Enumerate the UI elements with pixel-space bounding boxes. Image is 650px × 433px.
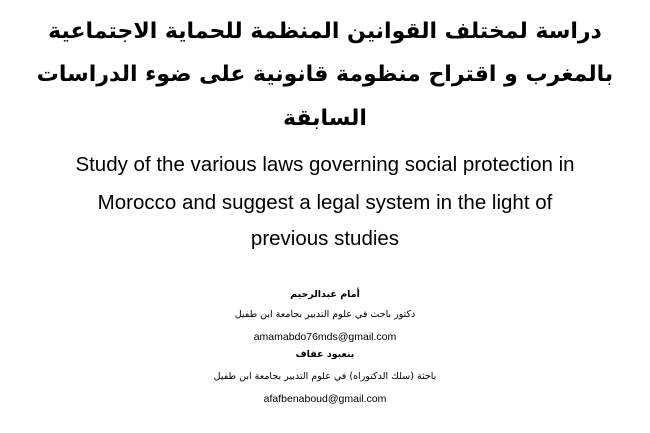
- english-title-line-3: previous studies: [250, 227, 400, 250]
- arabic-title-line-3: السابقة: [283, 106, 367, 131]
- author-2-email[interactable]: afafbenaboud@gmail.com: [263, 393, 387, 405]
- author-1-name: أمام عبدالرحيم: [290, 289, 360, 300]
- english-title-line-2: Morocco and suggest a legal system in the light of: [97, 191, 553, 214]
- author-1-email[interactable]: amamabdo76mds@gmail.com: [253, 331, 397, 343]
- arabic-title-line-2: بالمغرب و اقتراح منظومة قانونية على ضوء الدراسات: [36, 62, 614, 87]
- author-2-name: بنعبود عفاف: [295, 349, 355, 360]
- english-title-line-1: Study of the various laws governing social protection in: [75, 153, 575, 176]
- author-1-affiliation: دكتور باحث في علوم التدبير بجامعة ابن طفيل: [234, 309, 416, 320]
- arabic-title-line-1: دراسة لمختلف القوانين المنظمة للحماية الاجتماعية: [48, 19, 602, 44]
- author-2-affiliation: باحثة (سلك الدكتوراه) في علوم التدبير بجامعة ابن طفيل: [213, 371, 437, 382]
